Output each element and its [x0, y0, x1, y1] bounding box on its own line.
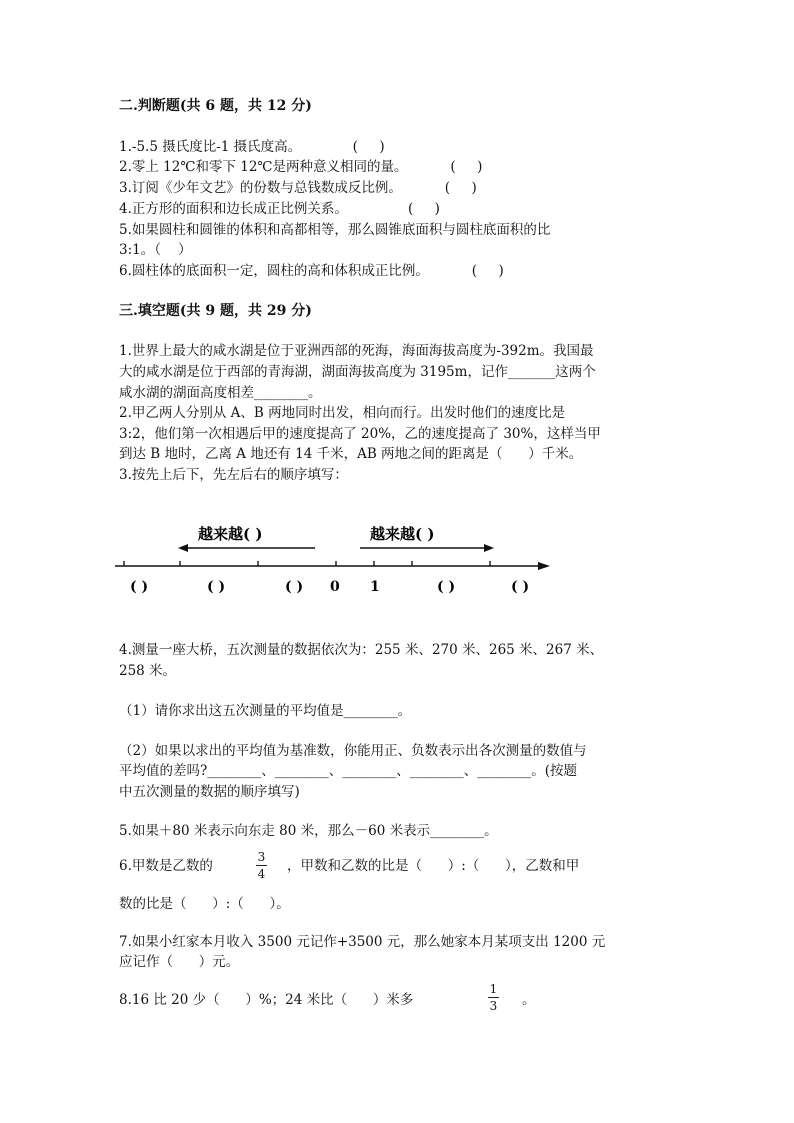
fraction-three-quarters — [256, 850, 267, 881]
label-zero: 0 — [330, 579, 340, 595]
judge-q2: 2.零上 12℃和零下 12℃是两种意义相同的量。 ( ) — [119, 159, 483, 175]
label-one: 1 — [370, 579, 380, 595]
left-arrow-label: 越来越( ) — [198, 525, 263, 543]
fraction-one-third — [488, 982, 499, 1013]
judge-q5-line1: 5.如果圆柱和圆锥的体积和高都相等，那么圆锥底面积与圆柱底面积的比 — [119, 222, 551, 238]
judge-q4: 4.正方形的面积和边长成正比例关系。 ( ) — [119, 201, 440, 217]
fill-q7-line1: 7.如果小红家本月收入 3500 元记作+3500 元，那么她家本月某项支出 1200 元 — [119, 934, 606, 950]
fraction-bar — [488, 997, 499, 998]
fraction-denominator: 4 — [257, 867, 266, 881]
axis-arrowhead — [538, 562, 550, 570]
fraction-numerator: 3 — [257, 850, 266, 864]
fill-q5: 5.如果＋80 米表示向东走 80 米，那么－60 米表示________。 — [119, 823, 498, 839]
blank-4: ( ) — [437, 579, 456, 595]
fill-q6-part-c: 数的比是（ ）:（ ）。 — [119, 896, 290, 912]
fill-q2-line2: 3:2，他们第一次相遇后甲的速度提高了 20%，乙的速度提高了 30%，这样当甲 — [119, 426, 601, 442]
fill-q4-part2-line1: （2）如果以求出的平均值为基准数，你能用正、负数表示出各次测量的数值与 — [119, 743, 587, 759]
fill-q4-part2-line3: 中五次测量的数据的顺序填写) — [119, 784, 300, 800]
judge-q1: 1.-5.5 摄氏度比-1 摄氏度高。 ( ) — [119, 139, 385, 155]
fill-q2-line3: 到达 B 地时，乙离 A 地还有 14 千米，AB 两地之间的距离是（ ）千米。 — [119, 446, 583, 462]
fraction-bar — [256, 865, 267, 866]
fill-q4-part1: （1）请你求出这五次测量的平均值是________。 — [119, 703, 412, 719]
right-arrowhead — [484, 544, 494, 552]
fraction-numerator: 1 — [489, 982, 498, 996]
fraction-denominator: 3 — [489, 999, 498, 1013]
section-title-judge: 二.判断题(共 6 题，共 12 分) — [119, 98, 312, 114]
fill-q2-line1: 2.甲乙两人分别从 A、B 两地同时出发，相向而行。出发时他们的速度比是 — [119, 405, 566, 421]
fill-q4-line2: 258 米。 — [119, 663, 177, 679]
right-arrow-label: 越来越( ) — [370, 525, 435, 543]
blank-5: ( ) — [511, 579, 530, 595]
fill-q4-part2-line2: 平均值的差吗?________、________、________、________、________。(按题 — [119, 763, 578, 779]
left-arrowhead — [178, 544, 188, 552]
fill-q6-part-b: ，甲数和乙数的比是（ ）:（ ），乙数和甲 — [287, 858, 580, 874]
blank-2: ( ) — [207, 579, 226, 595]
judge-q6: 6.圆柱体的底面积一定，圆柱的高和体积成正比例。 ( ) — [119, 263, 504, 279]
section-title-fill: 三.填空题(共 9 题，共 29 分) — [119, 303, 312, 319]
fill-q1-line1: 1.世界上最大的咸水湖是位于亚洲西部的死海，海面海拔高度为-392m。我国最 — [119, 343, 594, 359]
blank-3: ( ) — [285, 579, 304, 595]
fill-q8-part-a: 8.16 比 20 少（ ）%；24 米比（ ）米多 — [119, 992, 414, 1008]
fill-q8-part-b: 。 — [522, 992, 536, 1008]
number-line-figure — [110, 515, 560, 605]
judge-q5-line2: 3:1。（ ） — [119, 242, 192, 258]
fill-q4-line1: 4.测量一座大桥，五次测量的数据依次为：255 米、270 米、265 米、267 米、 — [119, 642, 604, 658]
fill-q6-part-a: 6.甲数是乙数的 — [119, 858, 213, 874]
fill-q7-line2: 应记作（ ）元。 — [119, 954, 240, 970]
fill-q3: 3.按先上后下，先左后右的顺序填写： — [119, 467, 348, 483]
blank-1: ( ) — [130, 579, 149, 595]
fill-q1-line2: 大的咸水湖是位于西部的青海湖，湖面海拔高度为 3195m，记作_______这两个 — [119, 364, 596, 380]
judge-q3: 3.订阅《少年文艺》的份数与总钱数成反比例。 ( ) — [119, 180, 477, 196]
fill-q1-line3: 咸水湖的湖面高度相差________。 — [119, 385, 322, 401]
